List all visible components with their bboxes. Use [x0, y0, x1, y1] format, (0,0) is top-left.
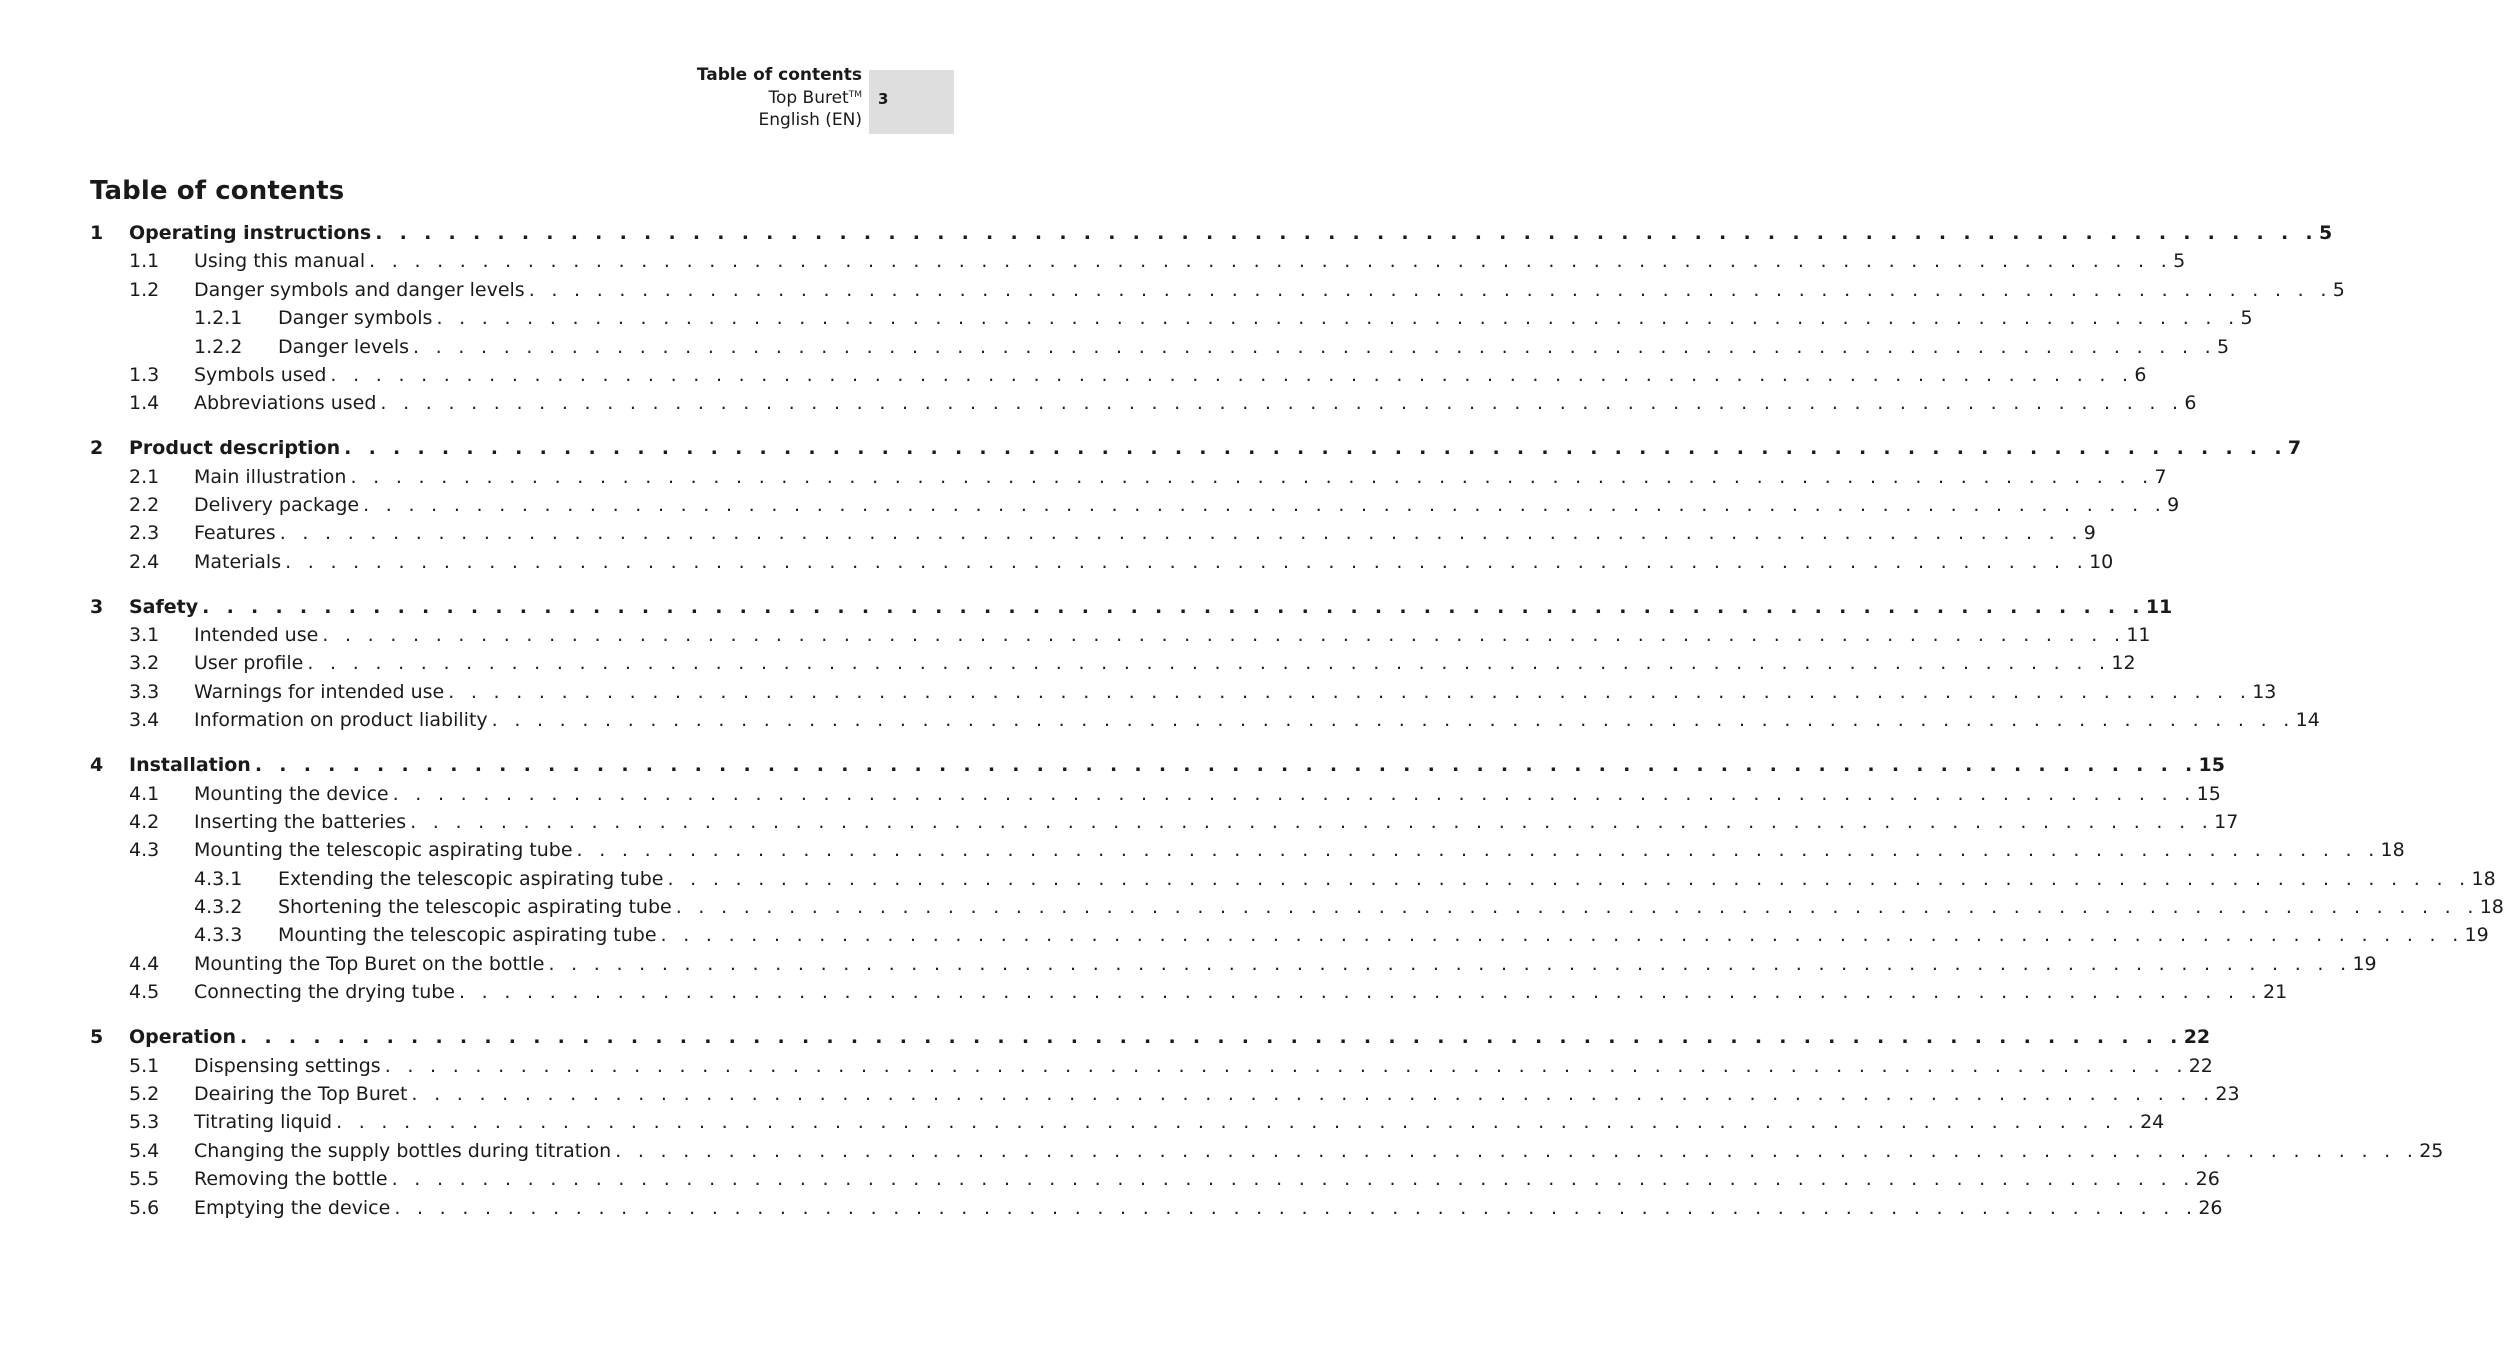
page-number: 3: [878, 90, 889, 108]
toc-leader-dots: . . . . . . . . . . . . . . . . . . . . . . . . . . . . . . . . . . . . . . . . . . . . . . . . . . . . . . . . . . . . . . . . . . . . . . . . . . . . . . . .: [576, 839, 2380, 862]
toc-entry-title: Using this manual: [194, 250, 366, 273]
toc-leader-dots: . . . . . . . . . . . . . . . . . . . . . . . . . . . . . . . . . . . . . . . . . . . . . . . . . . . . . . . . . . . . . . . . . . . . . . . . . . . . . . . .: [202, 595, 2145, 618]
toc-chapter-entry[interactable]: [90, 437, 2302, 465]
toc-entry-page: 25: [2419, 1139, 2444, 1162]
toc-entry-page: 18: [2479, 896, 2504, 919]
toc-entry-title: Danger symbols and danger levels: [194, 278, 525, 301]
toc-entry-title: Operating instructions: [129, 222, 372, 244]
toc-entry[interactable]: [90, 810, 2239, 839]
toc-entry-title: Mounting the device: [194, 782, 389, 805]
toc-entry-number: 2.4: [129, 550, 160, 573]
toc-entry-title: Dispensing settings: [194, 1054, 381, 1077]
toc-entry-page: 7: [2154, 465, 2167, 488]
toc-entry[interactable]: [90, 896, 2504, 924]
toc-entry-number: 2.3: [129, 522, 160, 545]
toc-leader-dots: . . . . . . . . . . . . . . . . . . . . . . . . . . . . . . . . . . . . . . . . . . . . . . . . . . . . . . . . . . . . . . . . . . . . . . . . . . . . . . . .: [667, 867, 2471, 890]
toc-entry-page: 21: [2262, 981, 2288, 1004]
header-product-line: [697, 87, 862, 110]
toc-entry-page: 6: [2134, 363, 2147, 386]
toc-entry-title: Titrating liquid: [194, 1111, 333, 1134]
toc-entry-number: 4.5: [129, 981, 160, 1004]
toc-entry-title: Removing the bottle: [194, 1168, 388, 1191]
toc-chapter-entry[interactable]: [90, 1026, 2211, 1054]
toc-entry-page: 9: [2167, 494, 2180, 517]
toc-entry[interactable]: [90, 839, 2405, 867]
toc-entry[interactable]: [90, 1111, 2165, 1139]
toc-entry-title: Mounting the telescopic aspirating tube: [278, 924, 657, 947]
toc-entry[interactable]: [90, 782, 2221, 811]
toc-entry-number: 1.2.2: [194, 335, 243, 358]
toc-entry-title: Mounting the Top Buret on the bottle: [194, 952, 545, 975]
toc-entry-page: 19: [2464, 924, 2489, 947]
toc-leader-dots: . . . . . . . . . . . . . . . . . . . . . . . . . . . . . . . . . . . . . . . . . . . . . . . . . . . . . . . . . . . . . . . . . . . . . . . . . . . . . . . .: [279, 522, 2083, 545]
page-number-tab: [869, 70, 954, 134]
toc-entry-number: 5.4: [129, 1139, 160, 1162]
toc-leader-dots: . . . . . . . . . . . . . . . . . . . . . . . . . . . . . . . . . . . . . . . . . . . . . . . . . . . . . . . . . . . . . . . . . . . . . . . . . . . . . . . .: [410, 810, 2214, 833]
toc-leader-dots: . . . . . . . . . . . . . . . . . . . . . . . . . . . . . . . . . . . . . . . . . . . . . . . . . . . . . . . . . . . . . . . . . . . . . . . . . . . . . . . .: [380, 392, 2184, 415]
toc-entry-page: 18: [2471, 867, 2496, 890]
running-header: [697, 64, 862, 132]
toc-entry-page: 10: [2089, 550, 2114, 573]
toc-entry-title: Danger symbols: [278, 307, 433, 330]
toc-entry-page: 5: [2173, 250, 2186, 273]
toc-entry[interactable]: [90, 522, 2096, 550]
trademark-symbol: TM: [848, 89, 862, 100]
toc-entry-title: Features: [194, 522, 276, 545]
toc-leader-dots: . . . . . . . . . . . . . . . . . . . . . . . . . . . . . . . . . . . . . . . . . . . . . . . . . . . . . . . . . . . . . . . . . . . . . . . . . . . . . . . .: [436, 307, 2240, 330]
toc-entry[interactable]: [90, 392, 2197, 420]
toc-chapter-entry[interactable]: [90, 222, 2333, 250]
toc-entry-number: 1.1: [129, 250, 160, 273]
toc-entry-title: Operation: [129, 1026, 237, 1049]
page-title: Table of contents: [90, 176, 345, 206]
toc-entry-number: 1.4: [129, 392, 160, 415]
toc-leader-dots: . . . . . . . . . . . . . . . . . . . . . . . . . . . . . . . . . . . . . . . . . . . . . . . . . . . . . . . . . . . . . . . . . . . . . . . . . . . . . . . .: [254, 754, 2198, 777]
toc-entry-page: 22: [2188, 1054, 2213, 1077]
toc-entry-title: Intended use: [194, 624, 319, 647]
toc-leader-dots: . . . . . . . . . . . . . . . . . . . . . . . . . . . . . . . . . . . . . . . . . . . . . . . . . . . . . . . . . . . . . . . . . . . . . . . . . . . . . . . .: [336, 1111, 2140, 1134]
toc-entry-title: Emptying the device: [194, 1196, 391, 1219]
toc-entry-page: 15: [2196, 782, 2221, 805]
toc-entry[interactable]: [90, 335, 2230, 364]
toc-entry-title: Danger levels: [278, 335, 409, 358]
toc-entry[interactable]: [90, 709, 2320, 737]
toc-entry-number: 4: [90, 754, 104, 777]
toc-chapter-entry[interactable]: [90, 595, 2173, 624]
toc-entry-page: 22: [2183, 1026, 2211, 1049]
toc-leader-dots: . . . . . . . . . . . . . . . . . . . . . . . . . . . . . . . . . . . . . . . . . . . . . . . . . . . . . . . . . . . . . . . . . . . . . . . . . . . . . . . .: [413, 335, 2216, 358]
toc-leader-dots: . . . . . . . . . . . . . . . . . . . . . . . . . . . . . . . . . . . . . . . . . . . . . . . . . . . . . . . . . . . . . . . . . . . . . . . . . . . . . . . .: [384, 1054, 2188, 1077]
toc-entry-number: 5: [90, 1026, 104, 1049]
toc-leader-dots: . . . . . . . . . . . . . . . . . . . . . . . . . . . . . . . . . . . . . . . . . . . . . . . . . . . . . . . . . . . . . . . . . . . . . . . . . . . . . . . .: [458, 981, 2262, 1004]
toc-entry-title: Abbreviations used: [194, 392, 377, 415]
toc-entry[interactable]: [90, 250, 2186, 278]
toc-entry-page: 7: [2287, 437, 2302, 460]
toc-chapter-group: [90, 437, 2302, 579]
toc-entry[interactable]: [90, 494, 2180, 522]
toc-entry-title: Delivery package: [194, 494, 360, 517]
toc-leader-dots: . . . . . . . . . . . . . . . . . . . . . . . . . . . . . . . . . . . . . . . . . . . . . . . . . . . . . . . . . . . . . . . . . . . . . . . . . . . . . . . .: [322, 624, 2126, 647]
toc-leader-dots: . . . . . . . . . . . . . . . . . . . . . . . . . . . . . . . . . . . . . . . . . . . . . . . . . . . . . . . . . . . . . . . . . . . . . . . . . . . . . . . .: [660, 924, 2464, 947]
toc-entry-page: 5: [2332, 278, 2345, 301]
toc-entry[interactable]: [90, 1082, 2240, 1111]
toc-entry[interactable]: [90, 924, 2489, 952]
toc-entry-number: 3.2: [129, 652, 160, 675]
toc-entry-number: 4.3: [129, 839, 160, 862]
toc-leader-dots: . . . . . . . . . . . . . . . . . . . . . . . . . . . . . . . . . . . . . . . . . . . . . . . . . . . . . . . . . . . . . . . . . . . . . . . . . . . . . . . .: [411, 1082, 2215, 1105]
toc-chapter-group: [90, 595, 2320, 738]
toc-leader-dots: . . . . . . . . . . . . . . . . . . . . . . . . . . . . . . . . . . . . . . . . . . . . . . . . . . . . . . . . . . . . . . . . . . . . . . . . . . . . . . . .: [392, 782, 2196, 805]
toc-entry-title: Extending the telescopic aspirating tube: [278, 867, 664, 890]
toc-entry-page: 19: [2352, 952, 2377, 975]
toc-entry-number: 4.3.1: [194, 867, 243, 890]
toc-entry-page: 23: [2215, 1082, 2240, 1105]
toc-entry-page: 26: [2195, 1168, 2220, 1191]
toc-leader-dots: . . . . . . . . . . . . . . . . . . . . . . . . . . . . . . . . . . . . . . . . . . . . . . . . . . . . . . . . . . . . . . . . . . . . . . . . . . . . . . . .: [350, 465, 2154, 488]
toc-leader-dots: . . . . . . . . . . . . . . . . . . . . . . . . . . . . . . . . . . . . . . . . . . . . . . . . . . . . . . . . . . . . . . . . . . . . . . . . . . . . . . . .: [394, 1196, 2198, 1219]
toc-entry-page: 11: [2126, 624, 2151, 647]
toc-entry-page: 26: [2198, 1196, 2223, 1219]
toc-entry-page: 13: [2252, 680, 2277, 703]
toc-entry[interactable]: [90, 363, 2147, 392]
toc-entry[interactable]: [90, 307, 2253, 335]
toc-entry-page: 12: [2111, 652, 2136, 675]
toc-leader-dots: . . . . . . . . . . . . . . . . . . . . . . . . . . . . . . . . . . . . . . . . . . . . . . . . . . . . . . . . . . . . . . . . . . . . . . . . . . . . . . . .: [307, 652, 2111, 675]
toc-entry-title: Shortening the telescopic aspirating tube: [278, 896, 672, 919]
toc-entry-page: 14: [2295, 709, 2320, 732]
toc-chapter-group: [90, 1026, 2444, 1225]
toc-leader-dots: . . . . . . . . . . . . . . . . . . . . . . . . . . . . . . . . . . . . . . . . . . . . . . . . . . . . . . . . . . . . . . . . . . . . . . . . . . . . . . . .: [675, 896, 2479, 919]
toc-entry[interactable]: [90, 1139, 2444, 1168]
toc-entry-title: Warnings for intended use: [194, 680, 445, 703]
toc-entry-number: 5.2: [129, 1082, 160, 1105]
toc-entry-number: 3.4: [129, 709, 160, 732]
toc-entry-number: 5.1: [129, 1054, 160, 1077]
toc-entry-title: Deairing the Top Buret: [194, 1082, 408, 1105]
toc-entry[interactable]: [90, 1054, 2213, 1083]
toc-entry-title: Materials: [194, 550, 282, 573]
toc-entry-number: 4.3.2: [194, 896, 243, 919]
toc-entry[interactable]: [90, 952, 2377, 981]
toc-entry-page: 15: [2198, 754, 2225, 777]
toc-leader-dots: . . . . . . . . . . . . . . . . . . . . . . . . . . . . . . . . . . . . . . . . . . . . . . . . . . . . . . . . . . . . . . . . . . . . . . . . . . . . . . . .: [344, 437, 2287, 460]
toc-entry-number: 3.3: [129, 680, 160, 703]
toc-entry-number: 2.2: [129, 494, 160, 517]
toc-entry-page: 6: [2184, 392, 2197, 415]
toc-entry-title: Connecting the drying tube: [194, 981, 455, 1004]
toc-leader-dots: . . . . . . . . . . . . . . . . . . . . . . . . . . . . . . . . . . . . . . . . . . . . . . . . . . . . . . . . . . . . . . . . . . . . . . . . . . . . . . . .: [615, 1139, 2419, 1162]
toc-entry-number: 1: [90, 222, 104, 244]
toc-entry-number: 2: [90, 437, 104, 460]
toc-entry[interactable]: [90, 465, 2167, 494]
toc-entry-title: Safety: [129, 595, 199, 618]
toc-leader-dots: . . . . . . . . . . . . . . . . . . . . . . . . . . . . . . . . . . . . . . . . . . . . . . . . . . . . . . . . . . . . . . . . . . . . . . . . . . . . . . . .: [330, 363, 2134, 386]
toc-entry-page: 24: [2140, 1111, 2165, 1134]
toc-entry-number: 5.6: [129, 1196, 160, 1219]
toc-entry[interactable]: [90, 652, 2136, 680]
toc-entry-page: 5: [2240, 307, 2253, 330]
toc-entry-number: 1.2.1: [194, 307, 243, 330]
toc-entry-number: 3: [90, 595, 104, 618]
toc-entry-number: 2.1: [129, 465, 160, 488]
toc-entry-title: Main illustration: [194, 465, 347, 488]
toc-entry-page: 11: [2145, 595, 2173, 618]
toc-entry-number: 1.3: [129, 363, 160, 386]
toc-entry-title: Information on product liability: [194, 709, 488, 732]
toc-entry-number: 1.2: [129, 278, 160, 301]
toc-entry[interactable]: [90, 550, 2114, 579]
toc-leader-dots: . . . . . . . . . . . . . . . . . . . . . . . . . . . . . . . . . . . . . . . . . . . . . . . . . . . . . . . . . . . . . . . . . . . . . . . . . . . . . . . .: [363, 494, 2167, 517]
toc-leader-dots: . . . . . . . . . . . . . . . . . . . . . . . . . . . . . . . . . . . . . . . . . . . . . . . . . . . . . . . . . . . . . . . . . . . . . . . . . . . . . . . .: [528, 278, 2332, 301]
toc-entry-title: Changing the supply bottles during titration: [194, 1139, 612, 1162]
toc-entry[interactable]: [90, 278, 2345, 307]
toc-chapter-group: [90, 222, 2345, 421]
header-section-title: Table of contents: [696, 65, 862, 85]
toc-entry-page: 17: [2214, 810, 2239, 833]
toc-entry-page: 5: [2318, 222, 2333, 244]
toc-leader-dots: . . . . . . . . . . . . . . . . . . . . . . . . . . . . . . . . . . . . . . . . . . . . . . . . . . . . . . . . . . . . . . . . . . . . . . . . . . . . . . . .: [448, 680, 2252, 703]
toc-entry-title: Symbols used: [194, 363, 327, 386]
toc-entry-page: 5: [2217, 335, 2230, 358]
toc-leader-dots: . . . . . . . . . . . . . . . . . . . . . . . . . . . . . . . . . . . . . . . . . . . . . . . . . . . . . . . . . . . . . . . . . . . . . . . . . . . . . . . .: [369, 250, 2173, 273]
toc-entry-title: Mounting the telescopic aspirating tube: [194, 839, 573, 862]
toc-leader-dots: . . . . . . . . . . . . . . . . . . . . . . . . . . . . . . . . . . . . . . . . . . . . . . . . . . . . . . . . . . . . . . . . . . . . . . . . . . . . . . . .: [240, 1026, 2183, 1049]
table-of-contents: [90, 222, 2504, 1241]
toc-chapter-entry[interactable]: [90, 754, 2225, 782]
toc-entry-number: 5.3: [129, 1111, 160, 1134]
toc-leader-dots: . . . . . . . . . . . . . . . . . . . . . . . . . . . . . . . . . . . . . . . . . . . . . . . . . . . . . . . . . . . . . . . . . . . . . . . . . . . . . . . .: [285, 550, 2089, 573]
toc-leader-dots: . . . . . . . . . . . . . . . . . . . . . . . . . . . . . . . . . . . . . . . . . . . . . . . . . . . . . . . . . . . . . . . . . . . . . . . . . . . . . . . .: [548, 952, 2352, 975]
toc-entry[interactable]: [90, 1168, 2220, 1196]
toc-entry-number: 4.4: [129, 952, 160, 975]
header-product: Top Buret: [768, 87, 849, 108]
toc-entry-number: 3.1: [129, 624, 160, 647]
header-language: English (EN): [758, 110, 862, 130]
toc-entry-title: Installation: [129, 754, 251, 777]
toc-entry-number: 4.3.3: [194, 924, 243, 947]
toc-entry[interactable]: [90, 867, 2496, 896]
toc-entry[interactable]: [90, 981, 2288, 1009]
toc-entry-page: 9: [2083, 522, 2096, 545]
toc-entry-number: 4.1: [129, 782, 160, 805]
toc-leader-dots: . . . . . . . . . . . . . . . . . . . . . . . . . . . . . . . . . . . . . . . . . . . . . . . . . . . . . . . . . . . . . . . . . . . . . . . . . . . . . . . .: [391, 1168, 2195, 1191]
toc-leader-dots: . . . . . . . . . . . . . . . . . . . . . . . . . . . . . . . . . . . . . . . . . . . . . . . . . . . . . . . . . . . . . . . . . . . . . . . . . . . . . . . .: [375, 222, 2318, 244]
toc-entry-number: 4.2: [129, 810, 160, 833]
toc-entry-title: Product description: [129, 437, 341, 460]
toc-entry[interactable]: [90, 1196, 2223, 1225]
toc-entry[interactable]: [90, 680, 2277, 709]
toc-entry-number: 5.5: [129, 1168, 160, 1191]
toc-entry-title: Inserting the batteries: [194, 810, 407, 833]
toc-entry-page: 18: [2380, 839, 2405, 862]
toc-entry-title: User profile: [194, 652, 304, 675]
toc-chapter-group: [90, 754, 2504, 1010]
toc-entry[interactable]: [90, 624, 2151, 652]
toc-leader-dots: . . . . . . . . . . . . . . . . . . . . . . . . . . . . . . . . . . . . . . . . . . . . . . . . . . . . . . . . . . . . . . . . . . . . . . . . . . . . . . . .: [491, 709, 2295, 732]
